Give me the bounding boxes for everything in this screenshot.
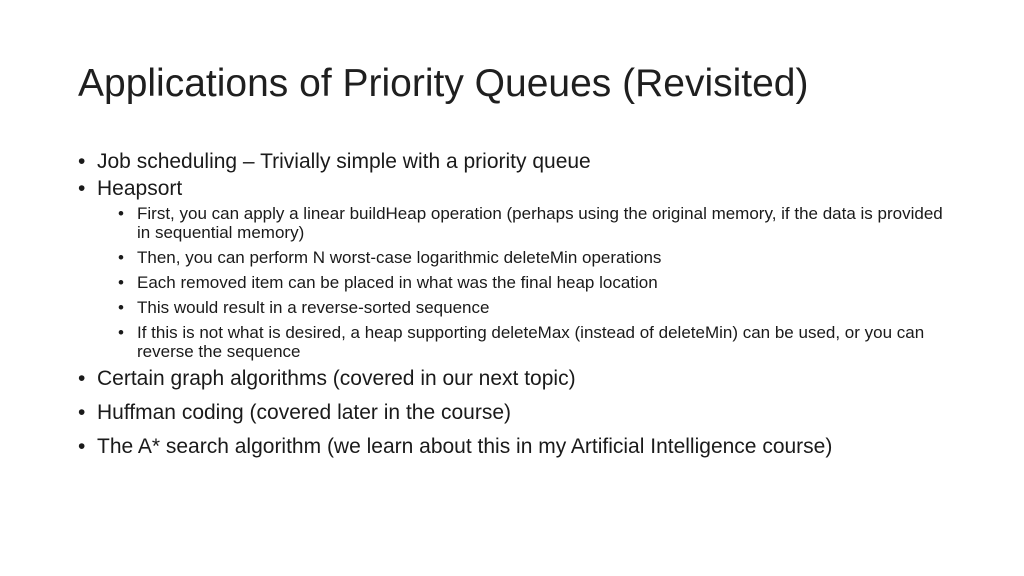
bullet-item-a-star-search	[78, 435, 958, 459]
sub-bullet-text: First, you can apply a linear buildHeap operation (perhaps using the original memory, if the data is provided in sequential memory)	[137, 204, 943, 242]
bullet-text: Heapsort	[97, 177, 183, 200]
bullet-icon: •	[78, 150, 86, 173]
bullet-text: Certain graph algorithms (covered in our next topic)	[97, 367, 576, 390]
sub-bullet-text: Then, you can perform N worst-case logarithmic deleteMin operations	[137, 248, 662, 267]
sub-bullet-text: This would result in a reverse-sorted sequence	[137, 298, 490, 317]
bullet-icon: •	[78, 367, 86, 390]
bullet-icon: •	[78, 401, 86, 424]
sub-bullet-text: Each removed item can be placed in what was the final heap location	[137, 273, 658, 292]
bullet-text: Job scheduling – Trivially simple with a priority queue	[97, 150, 591, 173]
bullet-text: Huffman coding (covered later in the course)	[97, 401, 511, 424]
sub-bullet-icon: •	[118, 248, 124, 267]
slide-title: Applications of Priority Queues (Revisited)	[78, 62, 809, 105]
sub-bullet-item	[117, 323, 958, 361]
sub-bullet-item	[117, 273, 958, 292]
bullet-icon: •	[78, 435, 86, 458]
bullet-item-heapsort	[78, 177, 958, 361]
bullet-item-job-scheduling	[78, 150, 958, 174]
bullet-list	[78, 150, 958, 459]
sub-bullet-text: If this is not what is desired, a heap supporting deleteMax (instead of deleteMin) can be used, or you can reverse the sequence	[137, 323, 925, 361]
bullet-item-graph-algorithms	[78, 367, 958, 391]
sub-bullet-list	[117, 204, 958, 361]
bullet-text: The A* search algorithm (we learn about this in my Artificial Intelligence course)	[97, 435, 833, 458]
sub-bullet-item	[117, 298, 958, 317]
sub-bullet-icon: •	[118, 298, 124, 317]
sub-bullet-icon: •	[118, 204, 124, 223]
sub-bullet-item	[117, 248, 958, 267]
sub-bullet-icon: •	[118, 323, 124, 342]
bullet-icon: •	[78, 177, 86, 200]
slide-body	[78, 150, 958, 469]
sub-bullet-item	[117, 204, 958, 242]
bullet-item-huffman-coding	[78, 401, 958, 425]
sub-bullet-icon: •	[118, 273, 124, 292]
